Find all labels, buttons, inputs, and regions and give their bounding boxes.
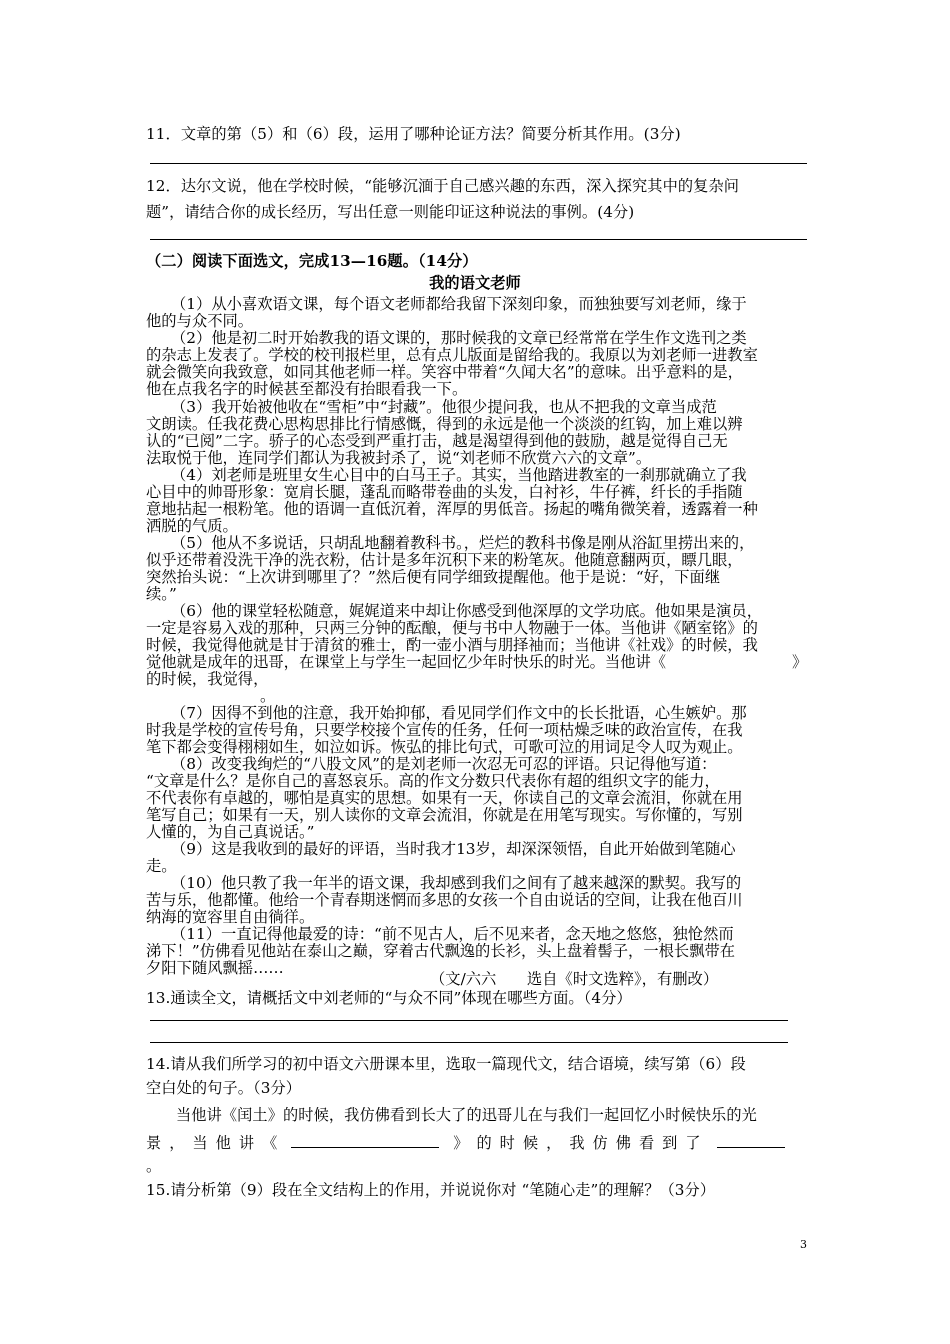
article-blank-end: 》 <box>792 653 808 671</box>
fill-middle: 》 的 时 候 ， 我 仿 佛 看 到 了 <box>453 1133 701 1152</box>
article-line: 觉他就是成年的迅哥，在课堂上与学生一起回忆少年时快乐的时光。当他讲《 <box>146 653 667 671</box>
fill-blank-title[interactable] <box>291 1131 439 1148</box>
article-line: 续。” <box>146 585 177 603</box>
article-line: 不代表你有卓越的，哪怕是真实的思想。如果有一天，你读自己的文章会流泪，你就在用 <box>146 789 743 807</box>
page-number: 3 <box>800 1238 807 1251</box>
answer-line <box>150 239 807 240</box>
article-line: 心目中的帅哥形象：宽肩长腿，蓬乱而略带卷曲的头发，白衬衫，牛仔裤，纤长的手指随 <box>146 483 743 501</box>
article-line: 一定是容易入戏的那种，只两三分钟的酝酿，便与书中人物融于一体。当他讲《陋室铭》的 <box>146 619 758 637</box>
article-line: （9）这是我收到的最好的评语，当时我才13岁，却深深领悟，自此开始做到笔随心 <box>171 840 736 858</box>
question-14-line-1: 14.请从我们所学习的初中语文六册课本里，选取一篇现代文，结合语境，续写第（6）段 <box>146 1055 746 1073</box>
question-14-line-2: 空白处的句子。（3分） <box>146 1079 302 1097</box>
article-line: 苦与乐，他都懂。他给一个青春期迷惘而多思的女孩一个自由说话的空间，让我在他百川 <box>146 891 743 909</box>
article-line: 的时候，我觉得， <box>146 670 269 688</box>
question-14-example-fill <box>146 1131 785 1153</box>
article-line: “文章是什么？是你自己的喜怒哀乐。高的作文分数只代表你有超的组织文字的能力， <box>146 772 720 790</box>
question-14-example: 当他讲《闰土》的时候，我仿佛看到长大了的迅哥儿在与我们一起回忆小时候快乐的光 <box>176 1106 757 1124</box>
article-line: 笔下都会变得栩栩如生，如泣如诉。恢弘的排比句式，可歌可泣的用词足令人叹为观止。 <box>146 738 743 756</box>
article-line: 洒脱的气质。 <box>146 517 238 535</box>
question-13: 13.通读全文，请概括文中刘老师的“与众不同”体现在哪些方面。（4分） <box>146 989 632 1007</box>
article-line: 突然抬头说：“上次讲到哪里了？”然后便有同学细致提醒他。他于是说：“好，下面继 <box>146 568 721 586</box>
article-line: （2）他是初二时开始教我的语文课的，那时候我的文章已经常常在学生作文选刊之类 <box>171 329 747 347</box>
article-line: 笔写自己；如果有一天，别人读你的文章会流泪，你就是在用笔写现实。写你懂的，写别 <box>146 806 743 824</box>
article-line: （8）改变我绚烂的“八股文风”的是刘老师一次忍无可忍的评语。只记得他写道： <box>171 755 717 773</box>
question-14-period: 。 <box>146 1157 162 1175</box>
article-line: 时我是学校的宣传号角，只要学校接个宣传的任务，任何一项枯燥乏味的政治宣传，在我 <box>146 721 743 739</box>
article-line: （3）我开始被他收在“雪柜”中“封藏”。他很少提问我，也从不把我的文章当成范 <box>171 398 717 416</box>
article-line: （5）他从不多说话，只胡乱地翻着教科书。，烂烂的教科书像是刚从浴缸里捞出来的， <box>171 534 755 552</box>
article-line: （11）一直记得他最爱的诗：“前不见古人，后不见来者，念天地之悠悠，独怆然而 <box>171 925 734 943</box>
answer-line <box>150 163 807 164</box>
question-15: 15.请分析第（9）段在全文结构上的作用，并说说你对 “笔随心走”的理解？（3分） <box>146 1181 716 1199</box>
article-line: （7）因得不到他的注意，我开始抑郁，看见同学们作文中的长长批语，心生嫉妒。那 <box>171 704 747 722</box>
article-line: 纳海的宽容里自由徜徉。 <box>146 908 315 926</box>
article-line: 夕阳下随风飘摇…… <box>146 959 284 977</box>
article-line: （10）他只教了我一年半的语文课，我却感到我们之间有了越来越深的默契。我写的 <box>171 874 742 892</box>
article-line: 涕下！”仿佛看见他站在泰山之巅，穿着古代飘逸的长衫，头上盘着髻子，一根长飘带在 <box>146 942 736 960</box>
article-source: （文/六六 选自《时文选粹》，有删改） <box>430 970 719 988</box>
article-line: 意地拈起一根粉笔。他的语调一直低沉着，浑厚的男低音。扬起的嘴角微笑着，透露着一种 <box>146 500 758 518</box>
article-line: 人懂的，为自己真说话。” <box>146 823 315 841</box>
article-line: 似乎还带着没洗干净的洗衣粉，估计是多年沉积下来的粉笔灰。他随意翻两页，瞟几眼， <box>146 551 743 569</box>
article-line: 就会微笑向我致意，如同其他老师一样。笑容中带着“久闻大名”的意味。出乎意料的是， <box>146 363 743 381</box>
article-line: 认的“已阅”二字。骄子的心态受到严重打击，越是渴望得到他的鼓励，越是觉得自己无 <box>146 432 728 450</box>
article-line: 他的与众不同。 <box>146 312 254 330</box>
article-line: 法取悦于他，连同学们都认为我被封杀了，说“刘老师不欣赏六六的文章”。 <box>146 449 652 467</box>
article-blank-period: 。 <box>260 687 276 705</box>
article-title: 我的语文老师 <box>429 274 521 292</box>
answer-line <box>150 1020 788 1021</box>
article-line: 时候，我觉得他就是甘于清贫的雅士，酌一壶小酒与朋择袖而；当他讲《社戏》的时候，我 <box>146 636 758 654</box>
article-line: （1）从小喜欢语文课，每个语文老师都给我留下深刻印象，而独独要写刘老师，缘于 <box>171 295 747 313</box>
article-line: 他在点我名字的时候甚至都没有抬眼看我一下。 <box>146 380 468 398</box>
article-line: （4）刘老师是班里女生心目中的白马王子。其实，当他踏进教室的一刹那就确立了我 <box>171 466 747 484</box>
article-line: 的杂志上发表了。学校的校刊报栏里，总有点儿版面是留给我的。我原以为刘老师一进教室 <box>146 346 758 364</box>
answer-line <box>150 1042 788 1043</box>
question-12-line-1: 12．达尔文说，他在学校时候，“能够沉湎于自己感兴趣的东西，深入探究其中的复杂问 <box>146 177 740 195</box>
fill-blank-sentence[interactable] <box>717 1131 785 1148</box>
article-line: 文朗读。任我花费心思构思排比行情感慨，得到的永远是他一个淡淡的红钩，加上难以辨 <box>146 415 743 433</box>
question-11: 11．文章的第（5）和（6）段，运用了哪种论证方法？简要分析其作用。(3分) <box>146 125 681 143</box>
section-heading: （二）阅读下面选文，完成13—16题。（14分） <box>146 252 478 270</box>
article-line: 走。 <box>146 857 177 875</box>
fill-prefix: 景 ， 当 他 讲 《 <box>146 1133 278 1152</box>
article-line: （6）他的课堂轻松随意，娓娓道来中却让你感受到他深厚的文学功底。他如果是演员， <box>171 602 763 620</box>
question-12-line-2: 题”，请结合你的成长经历，写出任意一则能印证这种说法的事例。(4分) <box>146 203 635 221</box>
